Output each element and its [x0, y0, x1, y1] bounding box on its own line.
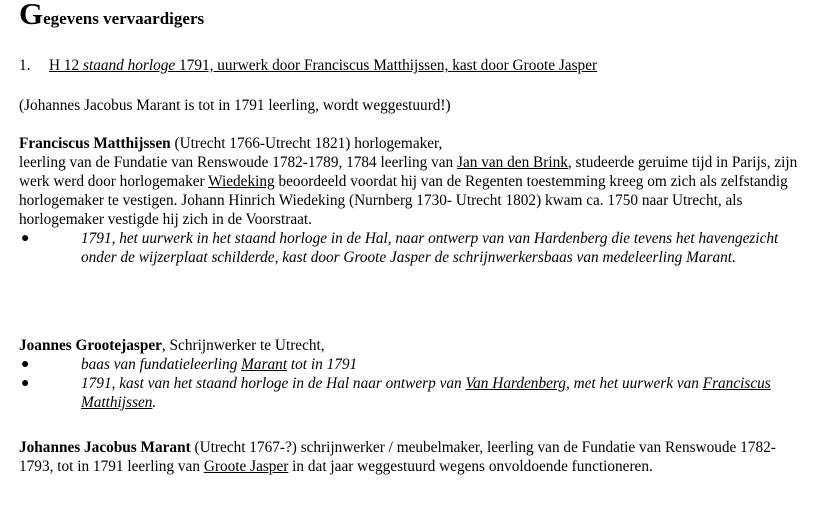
joannes-name: Joannes Grootejasper — [19, 337, 162, 354]
franciscus-text-3: beoordeeld voordat hij van de Regenten toestemming kreeg om zich als zelfstandig horlogemaker te vestigen. Johann Hinrich Wiedeking (Nurnberg 1730- Utrecht 1802) kwam ca. 1750 naar Utrecht, als horlogemaker vestigde hij zich in de Voorstraat. — [19, 173, 788, 228]
johannes-paragraph — [19, 438, 804, 476]
joannes-b1-post: tot in 1791 — [287, 356, 358, 373]
franciscus-name: Franciscus Matthijssen — [19, 135, 171, 152]
bullet-icon: ● — [21, 231, 30, 246]
note-paragraph: (Johannes Jacobus Marant is tot in 1791 leerling, wordt weggestuurd!) — [19, 97, 451, 114]
item-1-number: 1. — [19, 57, 31, 74]
franciscus-line-1 — [19, 134, 804, 153]
list-item — [19, 355, 804, 374]
item-1-code: H 12 — [49, 57, 83, 74]
franciscus-text-2: , studeerde geruime tijd in Parijs, zijn werk werd door horlogemaker — [19, 154, 798, 190]
title-rest: egevens vervaardigers — [43, 9, 205, 28]
bullet-icon: ● — [21, 376, 30, 391]
franciscus-bullet-text: 1791, het uurwerk in het staand horloge in de Hal, naar ontwerp van van Hardenberg die tevens het havengezicht onder de wijzerplaat schilderde, kast door Groote Jasper de schrijnwerkersbaas van medeleerling Marant. — [81, 230, 779, 266]
franciscus-intro: (Utrecht 1766-Utrecht 1821) horlogemaker, — [170, 135, 443, 152]
link-franciscus-matthijssen[interactable]: Franciscus Matthijssen — [81, 375, 771, 411]
johannes-text-1: (Utrecht 1767-?) schrijnwerker / meubelmaker, leerling van de Fundatie van Renswoude 1782-1793, tot in 1791 leerling van — [19, 439, 776, 475]
title-initial: G — [19, 0, 44, 31]
franciscus-section — [19, 134, 804, 267]
johannes-text-2: in dat jaar weggestuurd wegens onvoldoende functioneren. — [288, 458, 653, 475]
joannes-b2-post: . — [152, 394, 157, 411]
bullet-icon: ● — [21, 357, 30, 372]
list-item — [19, 229, 804, 267]
joannes-b1-text: baas van fundatieleerling — [81, 356, 242, 373]
item-1-rest: 1791, uurwerk door Franciscus Matthijssen, kast door Groote Jasper — [175, 57, 598, 74]
franciscus-text-1: leerling van de Fundatie van Renswoude 1782-1789, 1784 leerling van — [19, 154, 457, 171]
joannes-line-1 — [19, 336, 804, 355]
item-1-italic: staand horloge — [83, 57, 176, 74]
link-van-hardenberg[interactable]: Van Hardenberg — [465, 375, 566, 392]
link-jan-van-den-brink[interactable]: Jan van den Brink — [457, 154, 568, 171]
joannes-b2-text: 1791, kast van het staand horloge in de Hal naar ontwerp van — [81, 375, 466, 392]
link-wiedeking[interactable]: Wiedeking — [208, 173, 275, 190]
link-groote-jasper[interactable]: Groote Jasper — [203, 458, 289, 475]
franciscus-paragraph — [19, 153, 804, 229]
item-1-link[interactable] — [49, 57, 597, 74]
item-1 — [19, 56, 804, 75]
joannes-bullets — [19, 355, 804, 412]
franciscus-bullets — [19, 229, 804, 267]
page-title — [19, 2, 804, 31]
link-marant[interactable]: Marant — [241, 356, 288, 373]
johannes-name: Johannes Jacobus Marant — [19, 439, 191, 456]
joannes-b2-mid: , met het uurwerk van — [565, 375, 703, 392]
joannes-section — [19, 336, 804, 412]
list-item — [19, 374, 804, 412]
joannes-intro: , Schrijnwerker te Utrecht, — [161, 337, 325, 354]
